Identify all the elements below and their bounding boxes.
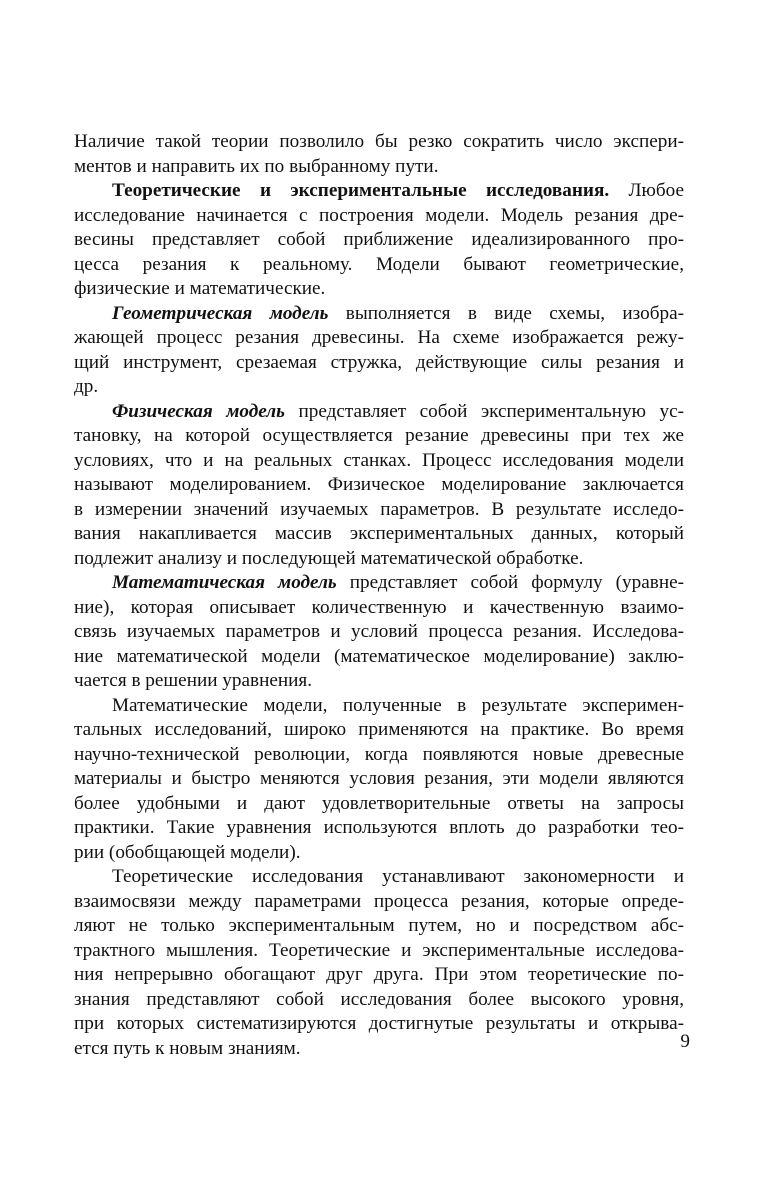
text-line: исследование начинается с построения модели. Модель резания дре- xyxy=(74,204,684,226)
paragraph-1 xyxy=(74,130,684,179)
text-line: в измерении значений изучаемых параметров. В результате исследо- xyxy=(74,498,684,520)
page-number: 9 xyxy=(680,1031,690,1052)
text-line: ние математической модели (математическое моделирование) заклю- xyxy=(74,645,684,667)
text-line: цесса резания к реальному. Модели бывают геометрические, xyxy=(74,253,684,275)
text-line: трактного мышления. Теоретические и экспериментальные исследова- xyxy=(74,939,684,961)
text-line: жающей процесс резания древесины. На схеме изображается режу- xyxy=(74,327,684,348)
text-line: научно-технической революции, когда появляются новые древесные xyxy=(74,743,684,765)
term-emphasis: Физическая модель xyxy=(112,400,285,422)
text-line: ляют не только экспериментальным путем, но и посредством абс- xyxy=(74,915,684,936)
text-line: ется путь к новым знаниям. xyxy=(74,1037,301,1059)
text-line: ментов и направить их по выбранному пути. xyxy=(74,155,439,177)
section-heading: Теоретические и экспериментальные исследования. xyxy=(112,180,610,201)
text-line: Математические модели, полученные в результате эксперимен- xyxy=(112,694,684,716)
text-line xyxy=(74,400,684,425)
text-line xyxy=(74,179,684,204)
paragraph-5 xyxy=(74,571,684,694)
text-line: практики. Такие уравнения используются вплоть до разработки тео- xyxy=(74,817,684,838)
text-line: более удобными и дают удовлетворительные ответы на запросы xyxy=(74,792,684,814)
text-line: подлежит анализу и последующей математической обработке. xyxy=(74,547,584,569)
text-run: представляет собой формулу (уравне- xyxy=(336,572,684,593)
text-line: физические и математические. xyxy=(74,278,326,299)
text-line: рии (обобщающей модели). xyxy=(74,841,301,863)
text-line: чается в решении уравнения. xyxy=(74,670,313,691)
text-line: связь изучаемых параметров и условий процесса резания. Исследова- xyxy=(74,621,684,642)
text-line: тановку, на которой осуществляется резание древесины при тех же xyxy=(74,425,684,446)
text-line: знания представляют собой исследования более высокого уровня, xyxy=(74,988,684,1010)
body-text xyxy=(74,130,684,1061)
text-line: взаимосвязи между параметрами процесса резания, которые опреде- xyxy=(74,890,684,912)
text-line: весины представляет собой приближение идеализированного про- xyxy=(74,229,684,250)
paragraph-6 xyxy=(74,694,684,866)
text-line: др. xyxy=(74,376,99,397)
text-run: выполняется в виде схемы, изобра- xyxy=(328,302,684,324)
text-line xyxy=(74,571,684,596)
term-emphasis: Математическая модель xyxy=(112,572,337,593)
text-run: представляет собой экспериментальную ус- xyxy=(284,400,684,422)
text-line: щий инструмент, срезаемая стружка, действующие силы резания и xyxy=(74,351,684,373)
text-line: при которых систематизируются достигнутые результаты и открыва- xyxy=(74,1013,684,1034)
paragraph-3 xyxy=(74,302,684,400)
text-line xyxy=(74,302,684,327)
text-line: ние), которая описывает количественную и качественную взаимо- xyxy=(74,596,684,618)
text-line: вания накапливается массив экспериментальных данных, который xyxy=(74,523,684,544)
text-line: условиях, что и на реальных станках. Процесс исследования модели xyxy=(74,449,684,471)
paragraph-7 xyxy=(74,865,684,1061)
text-line: Теоретические исследования устанавливают закономерности и xyxy=(112,866,684,887)
text-line: Наличие такой теории позволило бы резко сократить число экспери- xyxy=(74,131,684,152)
text-line: материалы и быстро меняются условия резания, эти модели являются xyxy=(74,768,684,789)
paragraph-4 xyxy=(74,400,684,572)
paragraph-2 xyxy=(74,179,684,302)
text-line: тальных исследований, широко применяются на практике. Во время xyxy=(74,719,684,740)
text-run: Любое xyxy=(609,180,684,201)
text-line: называют моделированием. Физическое моделирование заключается xyxy=(74,474,684,495)
text-line: ния непрерывно обогащают друг друга. При этом теоретические по- xyxy=(74,964,684,985)
term-emphasis: Геометрическая модель xyxy=(112,302,329,324)
